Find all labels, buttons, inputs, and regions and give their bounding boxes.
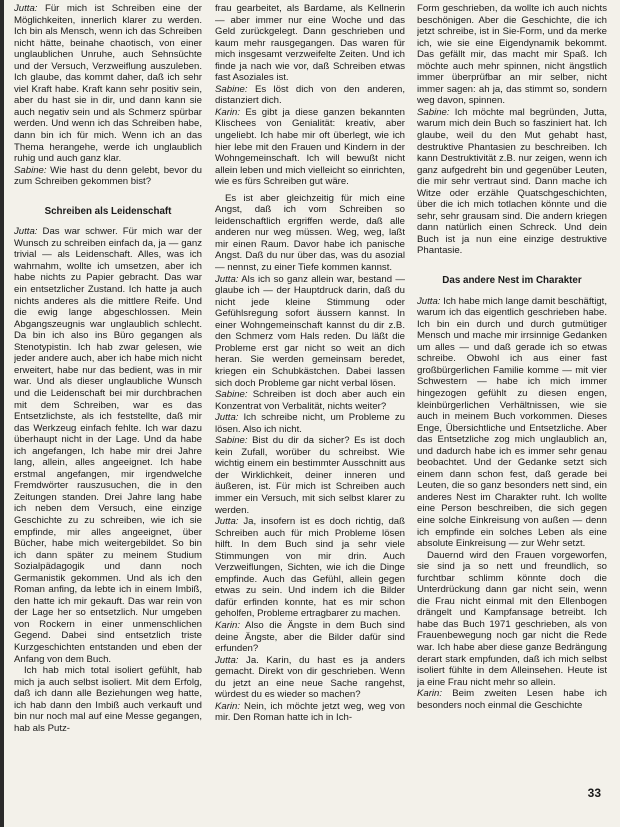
paragraph-text: Für mich ist Schreiben eine der Möglichkeiten, innerlich klarer zu werden. Ich bin als Mensch, wenn ich das Schreiben nicht hätte, beinahe chaotisch, von einer unglaublichen Unruhe, auch Sehnsüchte und der Versuch, Verzweiflung auszuleben. Ich glaube, das kommt daher, daß ich sehr viel Kraft habe. Kraft kann sehr positiv sein, aber du hast sie in dir, und dann kann sie auch negativ sein und als Schmerz spürbar werden. Und wenn ich das Schreiben habe, dann bin ich für mich. Wenn ich an das Thema herangehe, werde ich unglaublich ruhig und auch ganz klar. <box>14 3 202 165</box>
paragraph-text: Nein, ich möchte jetzt weg, weg von mir. Den Roman hatte ich in Ich- <box>215 700 405 724</box>
paragraph: Form geschrieben, da wollte ich auch nichts beschönigen. Aber die Geschichte, die ich jetzt schreibe, ist in Sie-Form, und da merke ich, wie sie eine Eigendynamik bekommt. Das gefällt mir, das macht mir Spaß. Ich möchte auch mehr spinnen, nicht ängstlich immer überprüfbar an mir selber, nicht immer sagen: ah ja, das stimmt so, sondern weg davon, spinnen. <box>417 3 607 107</box>
paragraph <box>215 620 405 655</box>
paragraph-text: Also die Ängste in dem Buch sind deine Ängste, aber die Bilder dafür sind erfunden? <box>215 619 405 655</box>
paragraph: Ich hab mich total isoliert gefühlt, hab mich ja auch selbst isoliert. Mit dem Erfolg, daß ich dann alle Beziehungen weg hatte, ich hab dann den Imbiß auch verkauft und bin nur noch mal auf eine Messe gegangen, hab als Putz- <box>14 665 202 734</box>
paragraph <box>417 296 607 550</box>
paragraph-text: Ich schreibe nicht, um Probleme zu lösen. Also ich nicht. <box>215 412 405 435</box>
paragraph <box>417 688 607 711</box>
paragraph: frau gearbeitet, als Bardame, als Kellnerin — aber immer nur eine Woche und das Geld zurückgelegt. Dann geschrieben und kaum mehr rausgegangen. Das waren für mich insgesamt verzweifelte Zeiten. Und ich finde ja nach wie vor, daß Schreiben etwas fast Asoziales ist. <box>215 3 405 84</box>
speaker-label: Karin: <box>215 619 241 631</box>
paragraph <box>14 226 202 665</box>
paragraph <box>215 516 405 620</box>
paragraph <box>215 274 405 389</box>
paragraph <box>215 84 405 107</box>
speaker-label: Karin: <box>215 700 241 712</box>
speaker-label: Jutta: <box>14 226 38 238</box>
section-heading: Schreiben als Leidenschaft <box>44 205 172 217</box>
speaker-label: Sabine: <box>215 389 248 401</box>
speaker-label: Jutta: <box>215 654 239 666</box>
speaker-label: Karin: <box>417 688 443 700</box>
paragraph-text: Es löst dich von den anderen, distanziert dich. <box>215 83 405 107</box>
speaker-label: Jutta: <box>14 3 38 14</box>
section-heading: Das andere Nest im Charakter <box>442 275 582 287</box>
paragraph: Es ist aber gleichzeitig für mich eine Angst, daß ich vom Schreiben so leidenschaftlich ergriffen werde, daß alle anderen nur weg müssen. Weg, weg, laßt mir einen Raum. Davor habe ich panische Angst. Daß du nur über das, was du asozial — nennst, zu einer Tiefe kommen kannst. <box>215 192 405 274</box>
paragraph-text: Beim zweiten Lesen habe ich besonders noch einmal die Geschichte <box>417 688 607 711</box>
paragraph <box>215 701 405 724</box>
paragraph-text: Es gibt ja diese ganzen bekannten Klischees von Genialität: kreativ, aber ungeliebt. Ich habe mir oft überlegt, wie ich hier lebe mit den Frauen und Kindern in der Wohngemeinschaft. Ich will bewußt nicht allein leben und mich vielleicht so einrichten, wie es fürs Schreiben gut wäre. <box>215 106 405 188</box>
paragraph <box>215 412 405 435</box>
paragraph <box>215 107 405 188</box>
page-number: 33 <box>587 786 601 800</box>
speaker-label: Sabine: <box>14 164 47 176</box>
speaker-label: Sabine: <box>215 83 248 95</box>
speaker-label: Jutta: <box>215 516 239 528</box>
paragraph <box>14 3 202 165</box>
text-column-1 <box>14 3 202 734</box>
paragraph-text: Ja, insofern ist es doch richtig, daß Schreiben auch für mich Probleme lösen hilft. In dem Buch sind ja sehr viele Stimmungen von mir drin. Auch Verzweiflungen, Sichten, wie ich die Dinge empfinde. Auch das Gefühl, allein gegen etwas zu sein. Und indem ich die Bilder dafür erfinden konnte, hat es mir schon geholfen, Probleme ertragbarer zu machen. <box>215 516 405 620</box>
paragraph-text: Ich habe mich lange damit beschäftigt, warum ich das eigentlich geschrieben habe. Ich bin ein durch und durch gutmütiger Mensch und mache mir irrsinnige Gedanken um alles — und daß gerade ich so etwas schreibe. Obwohl ich aus einer fast großbürgerlichen Familie komme — mit vier Schwestern — habe ich mich immer hingezogen gefühlt zu diesen engen, kleinbürgerlichen Verhältnissen, wie sie auch in meinem Buch vorkommen. Dieses Enge, Übersichtliche und Entsetzliche. Aber das Entsetzliche zog mich unglaublich an, und dadurch habe ich es immer sehr genau beobachtet. Und der Gedanke setzt sich einem dann schon fest, daß gerade bei Leuten, die so ganz besonders nett sind, ein anderes Nest im Charakter ruht. Ich wollte eine Person beschreiben, die sich gegen eine solche Einkreisung von außen — denn ich empfinde ein solches Leben als eine absolute Einkreisung — zur Wehr setzt. <box>417 295 607 550</box>
paragraph-text: Bist du dir da sicher? Es ist doch kein Zufall, worüber du schreibst. Wie wichtig einem ein bestimmter Ausschnitt aus der Wirklichkeit, deiner inneren und äußeren, ist. Für mich ist Schreiben auch immer ein Versuch, mit sich selbst klarer zu werden. <box>215 435 405 516</box>
paragraph: Dauernd wird den Frauen vorgeworfen, sie sind ja so nett und freundlich, so furchtbar schlimm könnte doch die Unterdrückung dann gar nicht sein, wenn die Frau nicht einmal mit den Ellenbogen drängelt und Kampfansage betreibt. Ich habe das Buch 1971 geschrieben, als von Frauenbewegung noch gar nicht die Rede war. Ich habe aber diese ganze Bedrängung derart stark empfunden, daß ich mich selbst isoliert fühlte in dem Alleinsehen. Heute ist ja eine Frau nicht mehr so allein. <box>417 549 607 688</box>
paragraph <box>215 389 405 412</box>
paragraph <box>215 655 405 701</box>
speaker-label: Sabine: <box>417 106 450 118</box>
paragraph-text: Ich möchte mal begründen, Jutta, warum mich dein Buch so fasziniert hat. Ich glaube, weil du den Mut gehabt hast, destruktive Phantasien zu beschreiben. Ich kann Destruktivität z.B. nur zeigen, wenn ich ganz aufgedreht bin und gegenüber Leuten, die mir sehr vertraut sind. Dann mache ich Witze oder erzähle Quatschgeschichten, über die ich mich totlachen könnte und die sehr, sehr grausam sind. Die andern kriegen dann natürlich einen Schreck. Und dein Buch ist ja nun eine einzige destruktive Phantasie. <box>417 106 607 257</box>
paragraph-text: Das war schwer. Für mich war der Wunsch zu schreiben einfach da, ja — ganz trivial — als Leidenschaft. Alles, was ich wahrnahm, wollte ich umsetzen, aber ich habe nichts zu Papier gebracht. Das war ein entsetzlicher Zustand. Ich hatte ja auch nichts anderes als die mittlere Reife. Und die ewig lange abgeschlossen. Mein Abgangszeugnis war unglaublich schlecht. Da bin ich also ins Büro gegangen als Stenotypistin. Ich hab zwar gelesen, wie jeder andere auch, aber ich habe mich nicht erweitert, habe nur das bedient, was in mir war. Und als dieser unglaubliche Wunsch und die Leidenschaft bei mir durchbrachen mit dem Schreiben, war es das Entsetzlichste, als ich feststellte, daß mir das Werkzeug einfach fehlte. Ich war dazu überhaupt nicht in der Lage. Und da habe ich angefangen, Ich habe mir drei Jahre lang, allein, alles angeeignet. Ich habe erstmal angefangen, mir irgendwelche Fremdwörter rauszusuchen, die in den Zeitungen standen. Drei Jahre lang habe ich neben dem Versuch, eine einzige Geschichte zu zu schreiben, wie ich sie empfinde, mir alles angeeignet, über Bücher, habe mich weitergebildet. So bin ich dann später zu meinem Studium Sozialpädagogik und dann noch Germanistik gekommen. Und als ich den Roman anfing, da lebte ich in einem Imbiß, den hatte ich mir gekauft. Das war rein von der Lage her so entsetzlich. Nur umgeben von Rockern in einer unmenschlichen Gegend. Dabei sind entsetzlich triste Kurzgeschichten entstanden und eben der Anfang von dem Buch. <box>14 226 202 665</box>
paragraph-text: Wie hast du denn gelebt, bevor du zum Schreiben gekommen bist? <box>14 164 202 188</box>
paragraph <box>14 165 202 188</box>
paragraph <box>215 435 405 516</box>
text-column-2 <box>215 3 405 724</box>
speaker-label: Jutta: <box>215 412 239 424</box>
text-column-3 <box>417 3 607 711</box>
speaker-label: Karin: <box>215 106 241 118</box>
speaker-label: Jutta: <box>215 273 239 285</box>
paragraph-text: Schreiben ist doch aber auch ein Konzentrat von Verbalität, nichts weiter? <box>215 389 405 412</box>
speaker-label: Jutta: <box>417 295 441 307</box>
paragraph-text: Als ich so ganz allein war, bestand — glaube ich — der Hauptdruck darin, daß du nicht jede kleine Stimmung oder Gefühlsregung sofort äussern kannst. In einer Wohngemeinschaft kannst du dir z.B. den Schmerz vom Hals reden. Du läßt die Probleme erst gar nicht so weit an dich heran. Sie werden gemeinsam beredet, kriegen ein Schubkästchen. Dabei lassen sich doch Probleme gar nicht verbal lösen. <box>215 273 405 389</box>
paragraph-text: Ja. Karin, du hast es ja anders gemacht. Direkt von dir geschrieben. Wenn du jetzt an eine neue Sache rangehst, würdest du es wieder so machen? <box>215 654 405 701</box>
speaker-label: Sabine: <box>215 435 248 447</box>
page-edge-shadow <box>0 0 4 827</box>
paragraph <box>417 107 607 257</box>
